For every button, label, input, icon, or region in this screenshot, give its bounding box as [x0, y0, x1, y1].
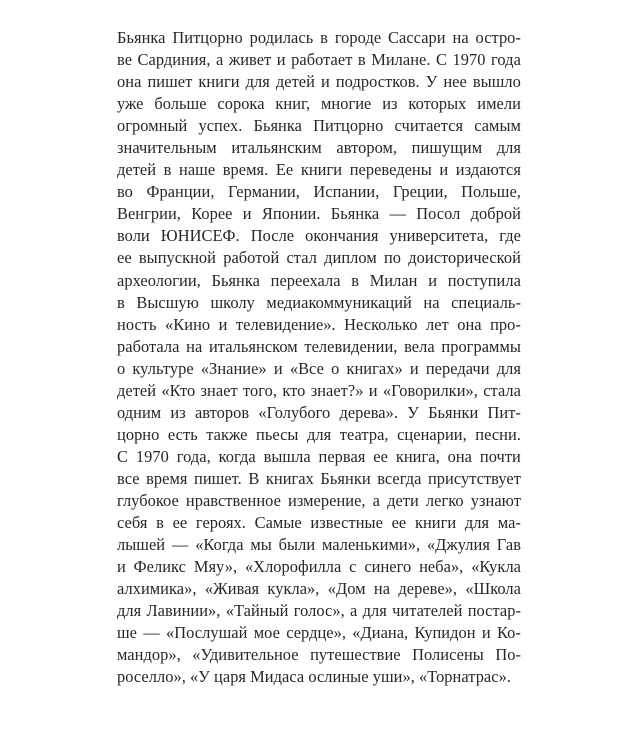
word: и: [428, 270, 438, 290]
word: По-: [495, 645, 521, 665]
word: Полисены: [412, 645, 484, 665]
word: вышла: [263, 446, 311, 466]
word: медиакоммуникаций: [266, 292, 412, 312]
word: одним: [117, 402, 162, 422]
text-line: [117, 380, 521, 402]
word: Франции,: [146, 182, 215, 202]
word: лышей: [117, 535, 166, 555]
word: пишет: [147, 72, 193, 92]
word: книги: [414, 513, 457, 533]
word: успех.: [198, 116, 243, 136]
text-line: [117, 181, 521, 203]
word: Милане.: [371, 50, 431, 70]
word: телевидение».: [235, 314, 336, 334]
text-line: [117, 270, 521, 292]
word: переведены: [349, 160, 432, 180]
word: дерева».: [339, 402, 399, 422]
text-line: [117, 336, 521, 358]
word: есть: [167, 424, 198, 444]
word: Пит-: [487, 402, 521, 422]
word: и: [276, 50, 286, 70]
word: для: [496, 138, 521, 158]
word: «Послушай: [166, 623, 248, 643]
word: для: [362, 601, 387, 621]
word: Милан: [369, 270, 418, 290]
word: всегда: [377, 468, 422, 488]
word: огромный: [117, 116, 188, 136]
word: —: [171, 535, 189, 555]
word: ЮНИСЕФ.: [160, 226, 240, 246]
word: время: [146, 468, 188, 488]
word: про-: [490, 314, 521, 334]
word: о: [331, 358, 340, 378]
word: «Кукла: [471, 557, 521, 577]
word: где: [499, 226, 521, 246]
word: родилась: [249, 28, 314, 47]
word: Бьянка: [330, 204, 380, 224]
word: наше: [179, 160, 216, 180]
word: Сардиния,: [137, 50, 211, 70]
word: ве: [117, 50, 133, 70]
word: В: [248, 468, 260, 488]
text-line: [117, 137, 521, 159]
word: читателей: [392, 601, 463, 621]
word: книги: [300, 160, 343, 180]
word: детей: [117, 160, 157, 180]
text-line: [117, 358, 521, 380]
word: Бьянки: [428, 402, 479, 422]
word: для: [245, 72, 270, 92]
word: «Кино: [165, 314, 211, 334]
word: она: [447, 446, 473, 466]
word: 1970: [452, 50, 486, 70]
word: того,: [243, 380, 278, 400]
word: диплом: [324, 248, 377, 268]
word: стал: [286, 248, 317, 268]
text-line: [117, 424, 521, 446]
word: Высшую: [136, 292, 199, 312]
word: пьесы: [256, 424, 299, 444]
word: знает?»: [310, 380, 364, 400]
word: 1970: [135, 446, 169, 466]
text-line: [117, 402, 521, 424]
word: книги: [198, 72, 240, 92]
word: кто: [282, 380, 306, 400]
word: также: [206, 424, 248, 444]
word: Греции,: [392, 182, 448, 202]
word: работой: [223, 248, 280, 268]
word: маленькими»,: [321, 535, 421, 555]
word: автором,: [336, 138, 398, 158]
word: «Говорилки»,: [382, 380, 478, 400]
word: она: [117, 72, 142, 92]
word: на: [373, 579, 391, 599]
word: У: [425, 72, 438, 92]
word: —: [143, 623, 160, 643]
word: археологии,: [117, 270, 201, 290]
word: Испании,: [313, 182, 380, 202]
word: измерение,: [288, 490, 366, 510]
word: подростков.: [335, 72, 420, 92]
word: и: [368, 380, 378, 400]
word: окончания: [305, 226, 379, 246]
word: итальянском: [208, 336, 298, 356]
word: на: [423, 292, 440, 312]
word: «Диана,: [352, 623, 409, 643]
word: для: [496, 358, 521, 378]
word: издаются: [455, 160, 521, 180]
word: Ко-: [496, 623, 521, 643]
word: «Удивительное: [192, 645, 299, 665]
word: поступила: [447, 270, 521, 290]
word: знает: [200, 380, 238, 400]
word: пишет.: [194, 468, 242, 488]
word: стала: [483, 380, 521, 400]
word: с: [349, 557, 357, 577]
text-line: [117, 622, 521, 644]
text-line: [117, 446, 521, 468]
word: «Голубого: [258, 402, 331, 422]
biography-text-block: [117, 27, 521, 688]
word: мандор»,: [117, 645, 181, 665]
word: Питцорно: [172, 28, 243, 47]
word: года,: [176, 446, 211, 466]
text-line: [117, 49, 521, 71]
word: Посол: [416, 204, 461, 224]
word: мое: [253, 623, 280, 643]
text-line: [117, 115, 521, 137]
word: постар-: [467, 601, 521, 621]
word: Несколько: [344, 314, 418, 334]
word: и: [320, 72, 330, 92]
word: книгах»: [346, 358, 403, 378]
word: книг,: [275, 94, 311, 114]
word: и: [218, 314, 228, 334]
word: цорно: [117, 424, 160, 444]
word: а: [372, 490, 380, 510]
word: Самые: [254, 513, 302, 533]
word: «Хлорофилла: [244, 557, 342, 577]
word: нее: [443, 72, 467, 92]
word: выпускной: [138, 248, 217, 268]
word: больше: [154, 94, 207, 114]
word: Сассари: [388, 28, 446, 47]
word: доброй: [470, 204, 521, 224]
word: значительным: [117, 138, 217, 158]
word: работала: [117, 336, 180, 356]
text-line: [117, 468, 521, 490]
word: доисторической: [408, 248, 521, 268]
word: Лавинии»,: [146, 601, 221, 621]
word: в: [117, 292, 125, 312]
word: телевидении,: [304, 336, 398, 356]
word: на: [186, 336, 203, 356]
text-line: [117, 247, 521, 269]
word: дети: [387, 490, 419, 510]
word: в: [357, 50, 366, 70]
word: После: [250, 226, 295, 246]
text-line: [117, 93, 521, 115]
word: а: [216, 50, 224, 70]
word: С: [117, 446, 128, 466]
text-line: [117, 225, 521, 247]
word: детей: [117, 380, 157, 400]
word: ма-: [497, 513, 521, 533]
word: которых: [408, 94, 467, 114]
word: «Все: [289, 358, 324, 378]
word: в: [320, 28, 328, 47]
word: она: [457, 314, 482, 334]
word: глубокое: [117, 490, 179, 510]
word: специаль-: [451, 292, 521, 312]
word: алхимика»,: [117, 579, 197, 599]
word: ее: [117, 248, 132, 268]
word: время.: [222, 160, 269, 180]
word: детей: [275, 72, 315, 92]
word: кукла»,: [267, 579, 320, 599]
word: У: [407, 402, 419, 422]
word: синего: [364, 557, 412, 577]
text-line: [117, 556, 521, 578]
word: остро-: [475, 28, 521, 47]
text-line: [117, 578, 521, 600]
word: Купидон: [414, 623, 476, 643]
word: итальянским: [231, 138, 322, 158]
word: узнают: [470, 490, 521, 510]
word: и: [273, 358, 283, 378]
word: университета,: [389, 226, 489, 246]
word: «Тайный: [225, 601, 289, 621]
word: путешествие: [310, 645, 401, 665]
word: культуре: [132, 358, 194, 378]
word: Венгрии,: [117, 204, 181, 224]
word: передачи: [425, 358, 490, 378]
word: а: [350, 601, 358, 621]
word: для: [307, 424, 332, 444]
word: Феликс: [133, 557, 186, 577]
word: книга,: [395, 446, 440, 466]
word: книгах: [265, 468, 314, 488]
word: считается: [394, 116, 464, 136]
word: известные: [310, 513, 383, 533]
word: песни.: [475, 424, 521, 444]
word: переехала: [270, 270, 341, 290]
word: «Когда: [195, 535, 244, 555]
word: Японии.: [261, 204, 321, 224]
word: и: [117, 557, 126, 577]
word: мы: [250, 535, 272, 555]
word: работает: [291, 50, 353, 70]
word: «Школа: [465, 579, 521, 599]
word: по: [383, 248, 402, 268]
word: для: [464, 513, 490, 533]
word: программы: [441, 336, 521, 356]
text-line: [117, 534, 521, 556]
word: Бьянка: [117, 28, 166, 47]
word: «Дом: [327, 579, 366, 599]
word: ее: [373, 446, 388, 466]
word: когда: [218, 446, 256, 466]
word: Питцорно: [313, 116, 384, 136]
word: театра,: [339, 424, 389, 444]
word: уже: [117, 94, 144, 114]
word: вышло: [472, 72, 521, 92]
word: «Знание»: [200, 358, 267, 378]
word: в: [156, 513, 164, 533]
word: Мяу»,: [193, 557, 238, 577]
text-line: [117, 600, 521, 622]
word: сценарии,: [397, 424, 467, 444]
word: все: [117, 468, 140, 488]
word: Гав: [496, 535, 521, 555]
text-line: [117, 292, 521, 314]
word: ность: [117, 314, 157, 334]
word: Ее: [275, 160, 294, 180]
word: вела: [404, 336, 435, 356]
word: Бьянки: [320, 468, 371, 488]
text-line: [117, 314, 521, 336]
word: «Живая: [204, 579, 260, 599]
word: —: [389, 204, 406, 224]
word: героях.: [195, 513, 246, 533]
word: и: [242, 204, 252, 224]
text-line: роселло», «У царя Мидаса ослиные уши», «Торнатрас».: [117, 667, 511, 687]
word: ее: [391, 513, 407, 533]
word: самым: [474, 116, 521, 136]
text-line: [117, 203, 521, 225]
word: городе: [334, 28, 382, 47]
text-line: [117, 159, 521, 181]
word: авторов: [194, 402, 250, 422]
word: были: [278, 535, 316, 555]
word: из: [382, 94, 398, 114]
word: С: [436, 50, 448, 70]
word: неба»,: [419, 557, 464, 577]
word: в: [351, 270, 360, 290]
word: ее: [172, 513, 188, 533]
text-line: [117, 512, 521, 534]
word: себя: [117, 513, 148, 533]
word: воли: [117, 226, 150, 246]
word: имели: [477, 94, 521, 114]
word: лет: [425, 314, 449, 334]
text-line: [117, 644, 521, 666]
word: ше: [117, 623, 137, 643]
text-line: [117, 71, 521, 93]
word: в: [163, 160, 172, 180]
word: и: [439, 160, 449, 180]
word: почти: [479, 446, 521, 466]
word: Польше,: [461, 182, 521, 202]
word: сердце»,: [286, 623, 346, 643]
word: из: [170, 402, 186, 422]
word: пишущим: [411, 138, 483, 158]
word: голос»,: [293, 601, 345, 621]
word: легко: [425, 490, 464, 510]
word: и: [481, 623, 491, 643]
word: Корее: [191, 204, 233, 224]
word: на: [452, 28, 469, 47]
word: для: [117, 601, 142, 621]
word: Бьянка: [211, 270, 260, 290]
word: живет: [228, 50, 272, 70]
text-line: [117, 490, 521, 512]
word: дереве»,: [398, 579, 458, 599]
word: многие: [320, 94, 372, 114]
word: присутствует: [427, 468, 521, 488]
word: сорока: [217, 94, 265, 114]
text-line: [117, 27, 521, 49]
word: года: [491, 50, 521, 70]
word: Бьянка: [253, 116, 302, 136]
word: во: [117, 182, 133, 202]
word: первая: [318, 446, 366, 466]
word: школу: [210, 292, 255, 312]
word: «Джулия: [426, 535, 490, 555]
word: нравственное: [185, 490, 281, 510]
word: «Кто: [161, 380, 196, 400]
word: и: [409, 358, 419, 378]
word: Германии,: [228, 182, 300, 202]
word: о: [117, 358, 126, 378]
